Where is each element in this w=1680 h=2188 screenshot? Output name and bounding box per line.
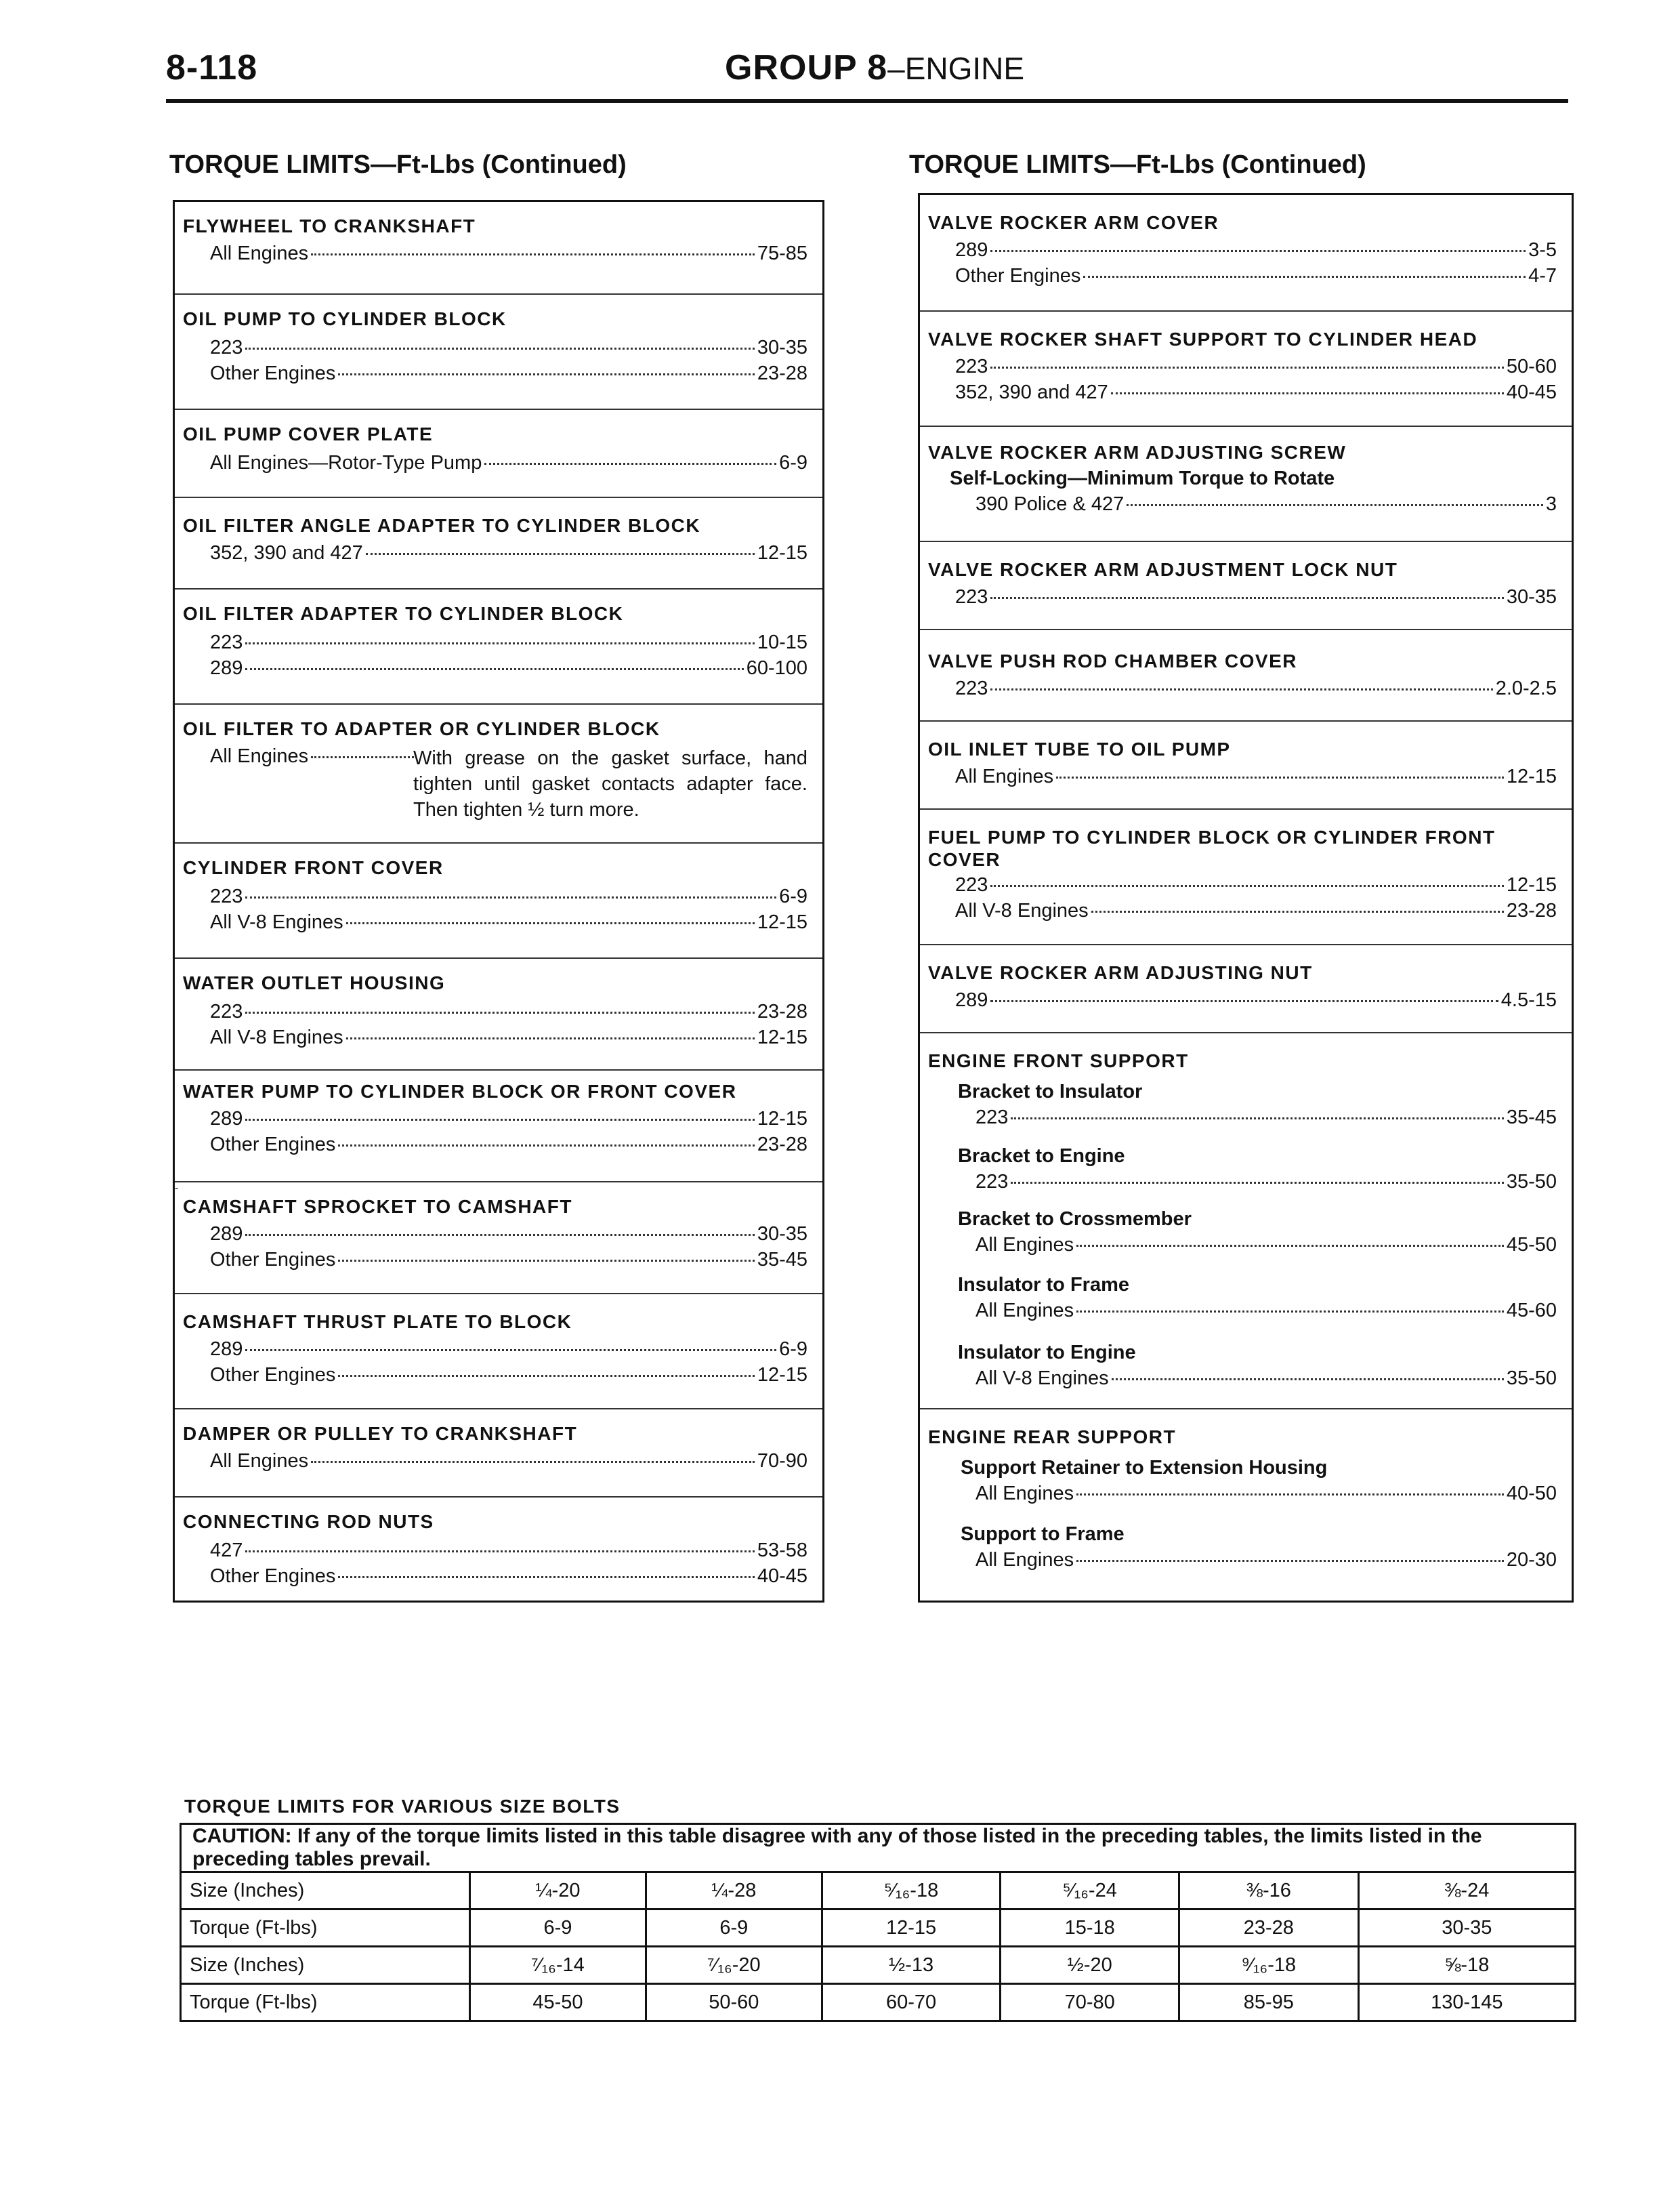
leader-dots [1011, 1117, 1503, 1119]
section-title: CAMSHAFT THRUST PLATE TO BLOCK [183, 1311, 572, 1332]
spec-row [975, 1483, 1557, 1508]
row-label: 223 [975, 1107, 1009, 1128]
spec-row [210, 1108, 807, 1134]
row-value: 53-58 [757, 1540, 807, 1561]
spec-row [210, 1450, 807, 1476]
row-label: All V-8 Engines [955, 900, 1089, 922]
section-filter-to-adapter [175, 703, 822, 842]
left-torque-box [173, 200, 824, 1603]
table-row [181, 1910, 1576, 1947]
leader-dots [311, 253, 755, 255]
spec-row [955, 265, 1557, 291]
leader-dots [990, 597, 1503, 599]
row-label: 223 [955, 356, 988, 377]
section-title: CYLINDER FRONT COVER [183, 857, 444, 878]
row-value: 30-35 [757, 1223, 807, 1245]
row-label: 223 [955, 874, 988, 896]
table-row [181, 1984, 1576, 2021]
leader-dots [1111, 392, 1504, 394]
row-label: 223 [210, 337, 243, 358]
section-title: WATER PUMP TO CYLINDER BLOCK OR FRONT COVER [183, 1081, 737, 1102]
spec-row [955, 766, 1557, 791]
row-value: 23-28 [757, 1001, 807, 1023]
row-value: 12-15 [757, 1027, 807, 1048]
row-value: 23-28 [757, 1134, 807, 1155]
spec-row [210, 1134, 807, 1159]
spec-row [210, 363, 807, 388]
table-cell: ½-13 [822, 1947, 1001, 1984]
bolts-table-title: TORQUE LIMITS FOR VARIOUS SIZE BOLTS [184, 1796, 621, 1817]
row-value: 3 [1545, 493, 1557, 515]
section-title: VALVE ROCKER ARM ADJUSTMENT LOCK NUT [928, 559, 1398, 580]
leader-dots [1076, 1245, 1504, 1247]
leader-dots [1091, 911, 1504, 913]
group-subtitle: –ENGINE [887, 51, 1025, 86]
spec-row [210, 1338, 807, 1364]
row-label: All V-8 Engines [210, 911, 343, 933]
row-value: 23-28 [757, 363, 807, 384]
row-value: 6-9 [779, 452, 807, 474]
row-label: 390 Police & 427 [975, 493, 1125, 515]
leader-dots [1011, 1182, 1503, 1184]
spec-row [210, 1223, 807, 1249]
leader-dots [245, 1234, 754, 1236]
group-subtitle: Support to Frame [961, 1523, 1125, 1545]
leader-dots [245, 1012, 754, 1014]
row-label: 223 [210, 1001, 243, 1023]
spec-row [975, 1367, 1557, 1393]
row-label: 223 [210, 886, 243, 907]
leader-dots [346, 1037, 755, 1039]
table-cell: 15-18 [1001, 1910, 1179, 1947]
row-value: 12-15 [1506, 766, 1557, 787]
section-damper [175, 1408, 822, 1496]
row-value: 23-28 [1506, 900, 1557, 922]
spec-row [955, 989, 1557, 1015]
row-value: 75-85 [757, 243, 807, 264]
spec-row [975, 1549, 1557, 1575]
section-filter-angle-adapter [175, 497, 822, 588]
spec-row [955, 239, 1557, 265]
group-number: GROUP 8 [725, 48, 888, 87]
caution-note: CAUTION: If any of the torque limits listed in this table disagree with any of those listed in the preceding tables, the limits listed in the preceding tables prevail. [181, 1824, 1576, 1872]
row-label: 289 [210, 1338, 243, 1360]
row-label: Other Engines [210, 1364, 336, 1386]
row-label: All Engines—Rotor-Type Pump [210, 452, 482, 474]
table-cell: ⁷⁄₁₆-14 [470, 1947, 646, 1984]
row-value: 4-7 [1528, 265, 1557, 287]
table-cell: 30-35 [1358, 1910, 1575, 1947]
row-label: Other Engines [210, 1565, 336, 1587]
row-value: 10-15 [757, 632, 807, 653]
leader-dots [1076, 1560, 1504, 1562]
leader-dots [311, 756, 414, 758]
leader-dots [338, 1576, 754, 1578]
section-front-cover [175, 842, 822, 957]
spec-row [210, 1249, 807, 1275]
table-row [181, 1947, 1576, 1984]
row-value: 4.5-15 [1500, 989, 1557, 1011]
right-column-title: TORQUE LIMITS—Ft-Lbs (Continued) [909, 150, 1366, 179]
leader-dots [1076, 1310, 1504, 1313]
table-cell: Size (Inches) [181, 1947, 470, 1984]
row-value: 20-30 [1506, 1549, 1557, 1571]
row-value: 35-50 [1506, 1367, 1557, 1389]
section-adjusting-nut [920, 944, 1572, 1032]
section-rear-support [920, 1408, 1572, 1601]
spec-row [955, 356, 1557, 381]
leader-dots [346, 922, 755, 924]
section-adjusting-screw [920, 426, 1572, 541]
table-cell: Torque (Ft-lbs) [181, 1984, 470, 2021]
section-title: ENGINE REAR SUPPORT [928, 1426, 1177, 1447]
row-label: 289 [210, 1108, 243, 1130]
leader-dots [990, 367, 1503, 369]
row-value: 12-15 [757, 542, 807, 564]
leader-dots [311, 1461, 755, 1463]
leader-dots [245, 1349, 776, 1351]
section-fuel-pump [920, 808, 1572, 944]
row-value: 40-45 [1506, 381, 1557, 403]
section-title: OIL INLET TUBE TO OIL PUMP [928, 739, 1231, 760]
table-cell: ⁵⁄₁₆-24 [1001, 1872, 1179, 1910]
row-value: 35-45 [1506, 1107, 1557, 1128]
row-label: Other Engines [210, 363, 336, 384]
table-cell: ⁵⁄₁₆-18 [822, 1872, 1001, 1910]
row-value: 50-60 [1506, 356, 1557, 377]
row-value: 40-45 [757, 1565, 807, 1587]
leader-dots [1083, 276, 1526, 278]
table-row [181, 1872, 1576, 1910]
caution-row [181, 1824, 1576, 1872]
leader-dots [338, 1260, 754, 1262]
spec-row [955, 678, 1557, 703]
table-cell: 85-95 [1179, 1984, 1359, 2021]
spec-row [210, 1364, 807, 1390]
right-torque-box [918, 193, 1574, 1603]
section-front-support [920, 1032, 1572, 1408]
leader-dots [338, 1144, 754, 1147]
header-rule [166, 99, 1568, 103]
table-cell: 12-15 [822, 1910, 1001, 1947]
row-value: 60-100 [746, 657, 807, 679]
row-label: Other Engines [210, 1249, 336, 1271]
group-subtitle: Bracket to Engine [958, 1145, 1125, 1167]
page-number: 8-118 [166, 48, 258, 87]
section-lock-nut [920, 541, 1572, 629]
section-oil-pump [175, 293, 822, 409]
section-title-cont: COVER [928, 849, 1001, 870]
spec-row [210, 1540, 807, 1565]
row-value: 2.0-2.5 [1495, 678, 1557, 699]
section-push-rod-cover [920, 629, 1572, 720]
row-label: All Engines [975, 1300, 1074, 1321]
leader-dots [1112, 1378, 1504, 1380]
row-label: All Engines [975, 1483, 1074, 1504]
row-value: 6-9 [779, 886, 807, 907]
section-flywheel [175, 202, 822, 293]
spec-row [955, 900, 1557, 926]
leader-dots [1127, 504, 1543, 506]
group-title [725, 47, 1024, 88]
row-label: 223 [975, 1171, 1009, 1193]
row-label: All Engines [210, 1450, 309, 1472]
leader-dots [990, 885, 1503, 887]
table-cell: 45-50 [470, 1984, 646, 2021]
section-title: CAMSHAFT SPROCKET TO CAMSHAFT [183, 1196, 572, 1217]
row-label: All Engines [975, 1549, 1074, 1571]
spec-row [975, 1171, 1557, 1197]
table-cell: 130-145 [1358, 1984, 1575, 2021]
spec-row [955, 874, 1557, 900]
table-cell: ⅜-24 [1358, 1872, 1575, 1910]
row-value: 12-15 [1506, 874, 1557, 896]
section-title: VALVE PUSH ROD CHAMBER COVER [928, 651, 1298, 672]
section-rocker-shaft [920, 310, 1572, 426]
leader-dots [1056, 777, 1504, 779]
row-value: 45-60 [1506, 1300, 1557, 1321]
table-cell: 6-9 [646, 1910, 822, 1947]
leader-dots [990, 250, 1526, 252]
row-label: 352, 390 and 427 [210, 542, 363, 564]
row-value: 12-15 [757, 1108, 807, 1130]
spec-row [210, 1027, 807, 1052]
section-cam-sprocket: - CAMSHAFT SPROCKET TO CAMSHAFT 289 30-35 Other Engines 35-45 [175, 1181, 822, 1293]
row-label: 427 [210, 1540, 243, 1561]
spec-row [975, 1234, 1557, 1260]
section-title: VALVE ROCKER ARM COVER [928, 212, 1219, 233]
spec-row [210, 886, 807, 911]
row-label: 289 [210, 657, 243, 679]
leader-dots [245, 348, 754, 350]
row-value: 12-15 [757, 1364, 807, 1386]
group-subtitle: Support Retainer to Extension Housing [961, 1457, 1328, 1479]
table-cell: ⁹⁄₁₆-18 [1179, 1947, 1359, 1984]
spec-row [975, 1300, 1557, 1325]
row-label: All Engines [210, 243, 309, 264]
spec-row [210, 657, 807, 683]
row-label: All Engines [955, 766, 1054, 787]
section-title: ENGINE FRONT SUPPORT [928, 1050, 1189, 1071]
table-cell: 23-28 [1179, 1910, 1359, 1947]
row-value: 40-50 [1506, 1483, 1557, 1504]
table-cell: 70-80 [1001, 1984, 1179, 2021]
section-title: VALVE ROCKER ARM ADJUSTING NUT [928, 962, 1313, 983]
leader-dots [338, 373, 754, 375]
section-water-pump [175, 1069, 822, 1181]
section-title: OIL PUMP TO CYLINDER BLOCK [183, 308, 507, 329]
leader-dots [484, 463, 776, 465]
section-cam-thrust [175, 1293, 822, 1408]
leader-dots [245, 642, 754, 644]
spec-row [210, 337, 807, 363]
spec-row [210, 1001, 807, 1027]
section-water-outlet [175, 957, 822, 1069]
section-title: OIL FILTER ANGLE ADAPTER TO CYLINDER BLOCK [183, 515, 701, 536]
row-label: All V-8 Engines [210, 1027, 343, 1048]
table-cell: 50-60 [646, 1984, 822, 2021]
leader-dots [245, 668, 743, 670]
row-value: 70-90 [757, 1450, 807, 1472]
left-column-title: TORQUE LIMITS—Ft-Lbs (Continued) [169, 150, 627, 179]
spec-row [975, 1107, 1557, 1132]
section-rocker-cover [920, 195, 1572, 310]
row-value: 3-5 [1528, 239, 1557, 261]
spec-row [210, 632, 807, 657]
table-cell: ⅜-16 [1179, 1872, 1359, 1910]
table-cell: ½-20 [1001, 1947, 1179, 1984]
table-cell: Size (Inches) [181, 1872, 470, 1910]
section-oil-pump-cover [175, 409, 822, 497]
row-label: 352, 390 and 427 [955, 381, 1108, 403]
section-title: OIL FILTER ADAPTER TO CYLINDER BLOCK [183, 603, 624, 624]
row-label: All Engines [975, 1234, 1074, 1256]
row-label: 223 [955, 678, 988, 699]
row-value: 30-35 [757, 337, 807, 358]
leader-dots [1076, 1493, 1504, 1495]
row-label: 223 [955, 586, 988, 608]
leader-dots [245, 1550, 754, 1552]
row-value: 30-35 [1506, 586, 1557, 608]
group-subtitle: Insulator to Frame [958, 1274, 1129, 1296]
leader-dots [245, 1119, 754, 1121]
row-label: 223 [210, 632, 243, 653]
leader-dots [338, 1375, 754, 1377]
table-cell: 6-9 [470, 1910, 646, 1947]
spec-row [210, 1565, 807, 1591]
spec-row [955, 586, 1557, 612]
table-cell: ⅝-18 [1358, 1947, 1575, 1984]
table-cell: ¼-28 [646, 1872, 822, 1910]
section-title: OIL FILTER TO ADAPTER OR CYLINDER BLOCK [183, 718, 660, 739]
section-title: FLYWHEEL TO CRANKSHAFT [183, 215, 476, 236]
row-value: 6-9 [779, 1338, 807, 1360]
leader-dots [366, 553, 755, 555]
leader-dots [245, 896, 776, 899]
row-value: 35-50 [1506, 1171, 1557, 1193]
spec-row [975, 493, 1557, 519]
section-title: OIL PUMP COVER PLATE [183, 424, 434, 445]
section-title: VALVE ROCKER ARM ADJUSTING SCREW [928, 442, 1347, 463]
table-cell: 60-70 [822, 1984, 1001, 2021]
row-value: 45-50 [1506, 1234, 1557, 1256]
spec-row [210, 452, 807, 478]
group-subtitle: Bracket to Insulator [958, 1081, 1143, 1102]
section-inlet-tube [920, 720, 1572, 808]
table-cell: ⁷⁄₁₆-20 [646, 1947, 822, 1984]
row-label: 289 [955, 989, 988, 1011]
section-title: CONNECTING ROD NUTS [183, 1511, 434, 1532]
row-label: All V-8 Engines [975, 1367, 1109, 1389]
section-title: FUEL PUMP TO CYLINDER BLOCK OR CYLINDER FRONT [928, 827, 1496, 848]
section-subtitle: Self-Locking—Minimum Torque to Rotate [950, 468, 1335, 489]
section-title: WATER OUTLET HOUSING [183, 972, 446, 993]
row-label: All Engines [210, 745, 309, 767]
bolts-torque-table [180, 1823, 1576, 2022]
row-label: Other Engines [210, 1134, 336, 1155]
group-subtitle: Bracket to Crossmember [958, 1208, 1192, 1230]
section-filter-adapter [175, 588, 822, 703]
row-label: 289 [210, 1223, 243, 1245]
table-cell: Torque (Ft-lbs) [181, 1910, 470, 1947]
row-value: 12-15 [757, 911, 807, 933]
spec-row [210, 542, 807, 568]
row-label: Other Engines [955, 265, 1081, 287]
table-cell: ¼-20 [470, 1872, 646, 1910]
section-title: VALVE ROCKER SHAFT SUPPORT TO CYLINDER HEAD [928, 329, 1478, 350]
group-subtitle: Insulator to Engine [958, 1342, 1136, 1363]
spec-row [210, 243, 807, 268]
section-title: DAMPER OR PULLEY TO CRANKSHAFT [183, 1423, 578, 1444]
leader-dots [990, 688, 1492, 690]
section-rod-nuts [175, 1496, 822, 1601]
spec-row [955, 381, 1557, 407]
leader-dots [990, 1000, 1498, 1002]
spec-row [210, 745, 417, 771]
install-note: With grease on the gasket surface, hand tighten until gasket contacts adapter face. Then tighten ½ turn more. [413, 747, 807, 821]
row-value: 35-45 [757, 1249, 807, 1271]
spec-row [210, 911, 807, 937]
row-label: 289 [955, 239, 988, 261]
